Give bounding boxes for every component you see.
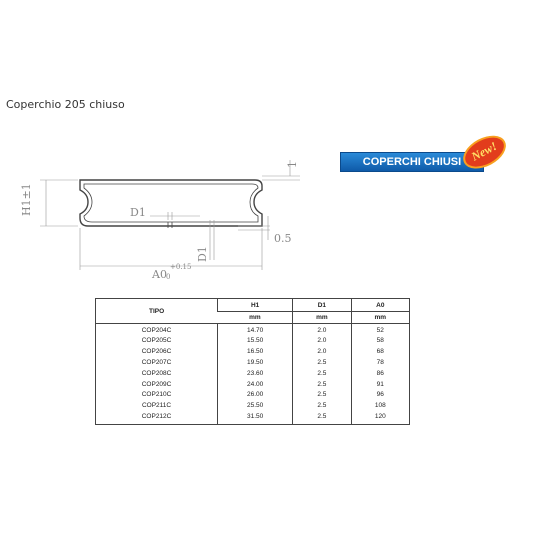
cell-tipo: COP211C [141,402,172,410]
cell-tipo: COP204C [141,327,172,334]
table-row [96,412,410,425]
h1-label: H1±1 [20,183,33,216]
cell-a0: 96 [351,390,409,401]
cell-tipo: COP208C [141,369,172,377]
cell-h1: 25.50 [218,401,293,412]
cell-tipo: COP212C [141,412,172,420]
page-title: Coperchio 205 chiuso [6,98,125,111]
cell-tipo: COP207C [141,358,172,366]
cell-d1: 2.0 [293,347,351,358]
cell-a0: 52 [351,324,409,337]
unit-a0: mm [351,312,409,324]
category-banner: COPERCHI CHIUSI [340,152,484,172]
header-tipo: TIPO [96,299,218,324]
header-d1: D1 [293,299,351,312]
a0-label: A0 [152,268,167,281]
d1-top-label: D1 [130,206,146,219]
cell-h1: 24.00 [218,379,293,390]
header-h1: H1 [218,299,293,312]
cell-h1: 19.50 [218,358,293,369]
cell-a0: 68 [351,347,409,358]
d1-side-label: D1 [196,246,209,262]
table-row [96,379,410,390]
a0-tolerance-lower: 0 [166,273,171,281]
table-row [96,324,410,337]
cell-d1: 2.5 [293,379,351,390]
cell-d1: 2.5 [293,390,351,401]
table-row [96,390,410,401]
cell-d1: 2.0 [293,324,351,337]
cell-h1: 31.50 [218,412,293,425]
table-row [96,336,410,347]
cell-d1: 2.5 [293,401,351,412]
cell-a0: 120 [351,412,409,425]
unit-h1: mm [218,312,293,324]
cell-a0: 58 [351,336,409,347]
cell-tipo: COP210C [141,391,172,399]
cell-tipo: COP209C [141,380,172,388]
cell-tipo: COP205C [141,337,172,345]
spec-table-body [96,324,410,425]
table-row [96,347,410,358]
cell-h1: 26.00 [218,390,293,401]
table-row [96,368,410,379]
cell-a0: 78 [351,358,409,369]
top-marker-label: 1 [286,161,299,168]
cell-d1: 2.5 [293,412,351,425]
cell-tipo: COP206C [141,348,172,356]
cell-d1: 2.5 [293,368,351,379]
technical-drawing [0,120,320,290]
table-row [96,401,410,412]
cell-d1: 2.5 [293,358,351,369]
header-a0: A0 [351,299,409,312]
cell-a0: 91 [351,379,409,390]
spec-table [95,298,410,425]
cell-h1: 14.70 [218,324,293,337]
cell-a0: 108 [351,401,409,412]
table-row [96,358,410,369]
a0-tolerance-upper: +0.15 [170,263,192,271]
cell-h1: 15.50 [218,336,293,347]
cell-d1: 2.0 [293,336,351,347]
cell-h1: 23.60 [218,368,293,379]
cell-a0: 86 [351,368,409,379]
new-badge-text: New! [468,138,500,164]
cell-h1: 16.50 [218,347,293,358]
thickness-label: 0.5 [274,232,292,245]
unit-d1: mm [293,312,351,324]
